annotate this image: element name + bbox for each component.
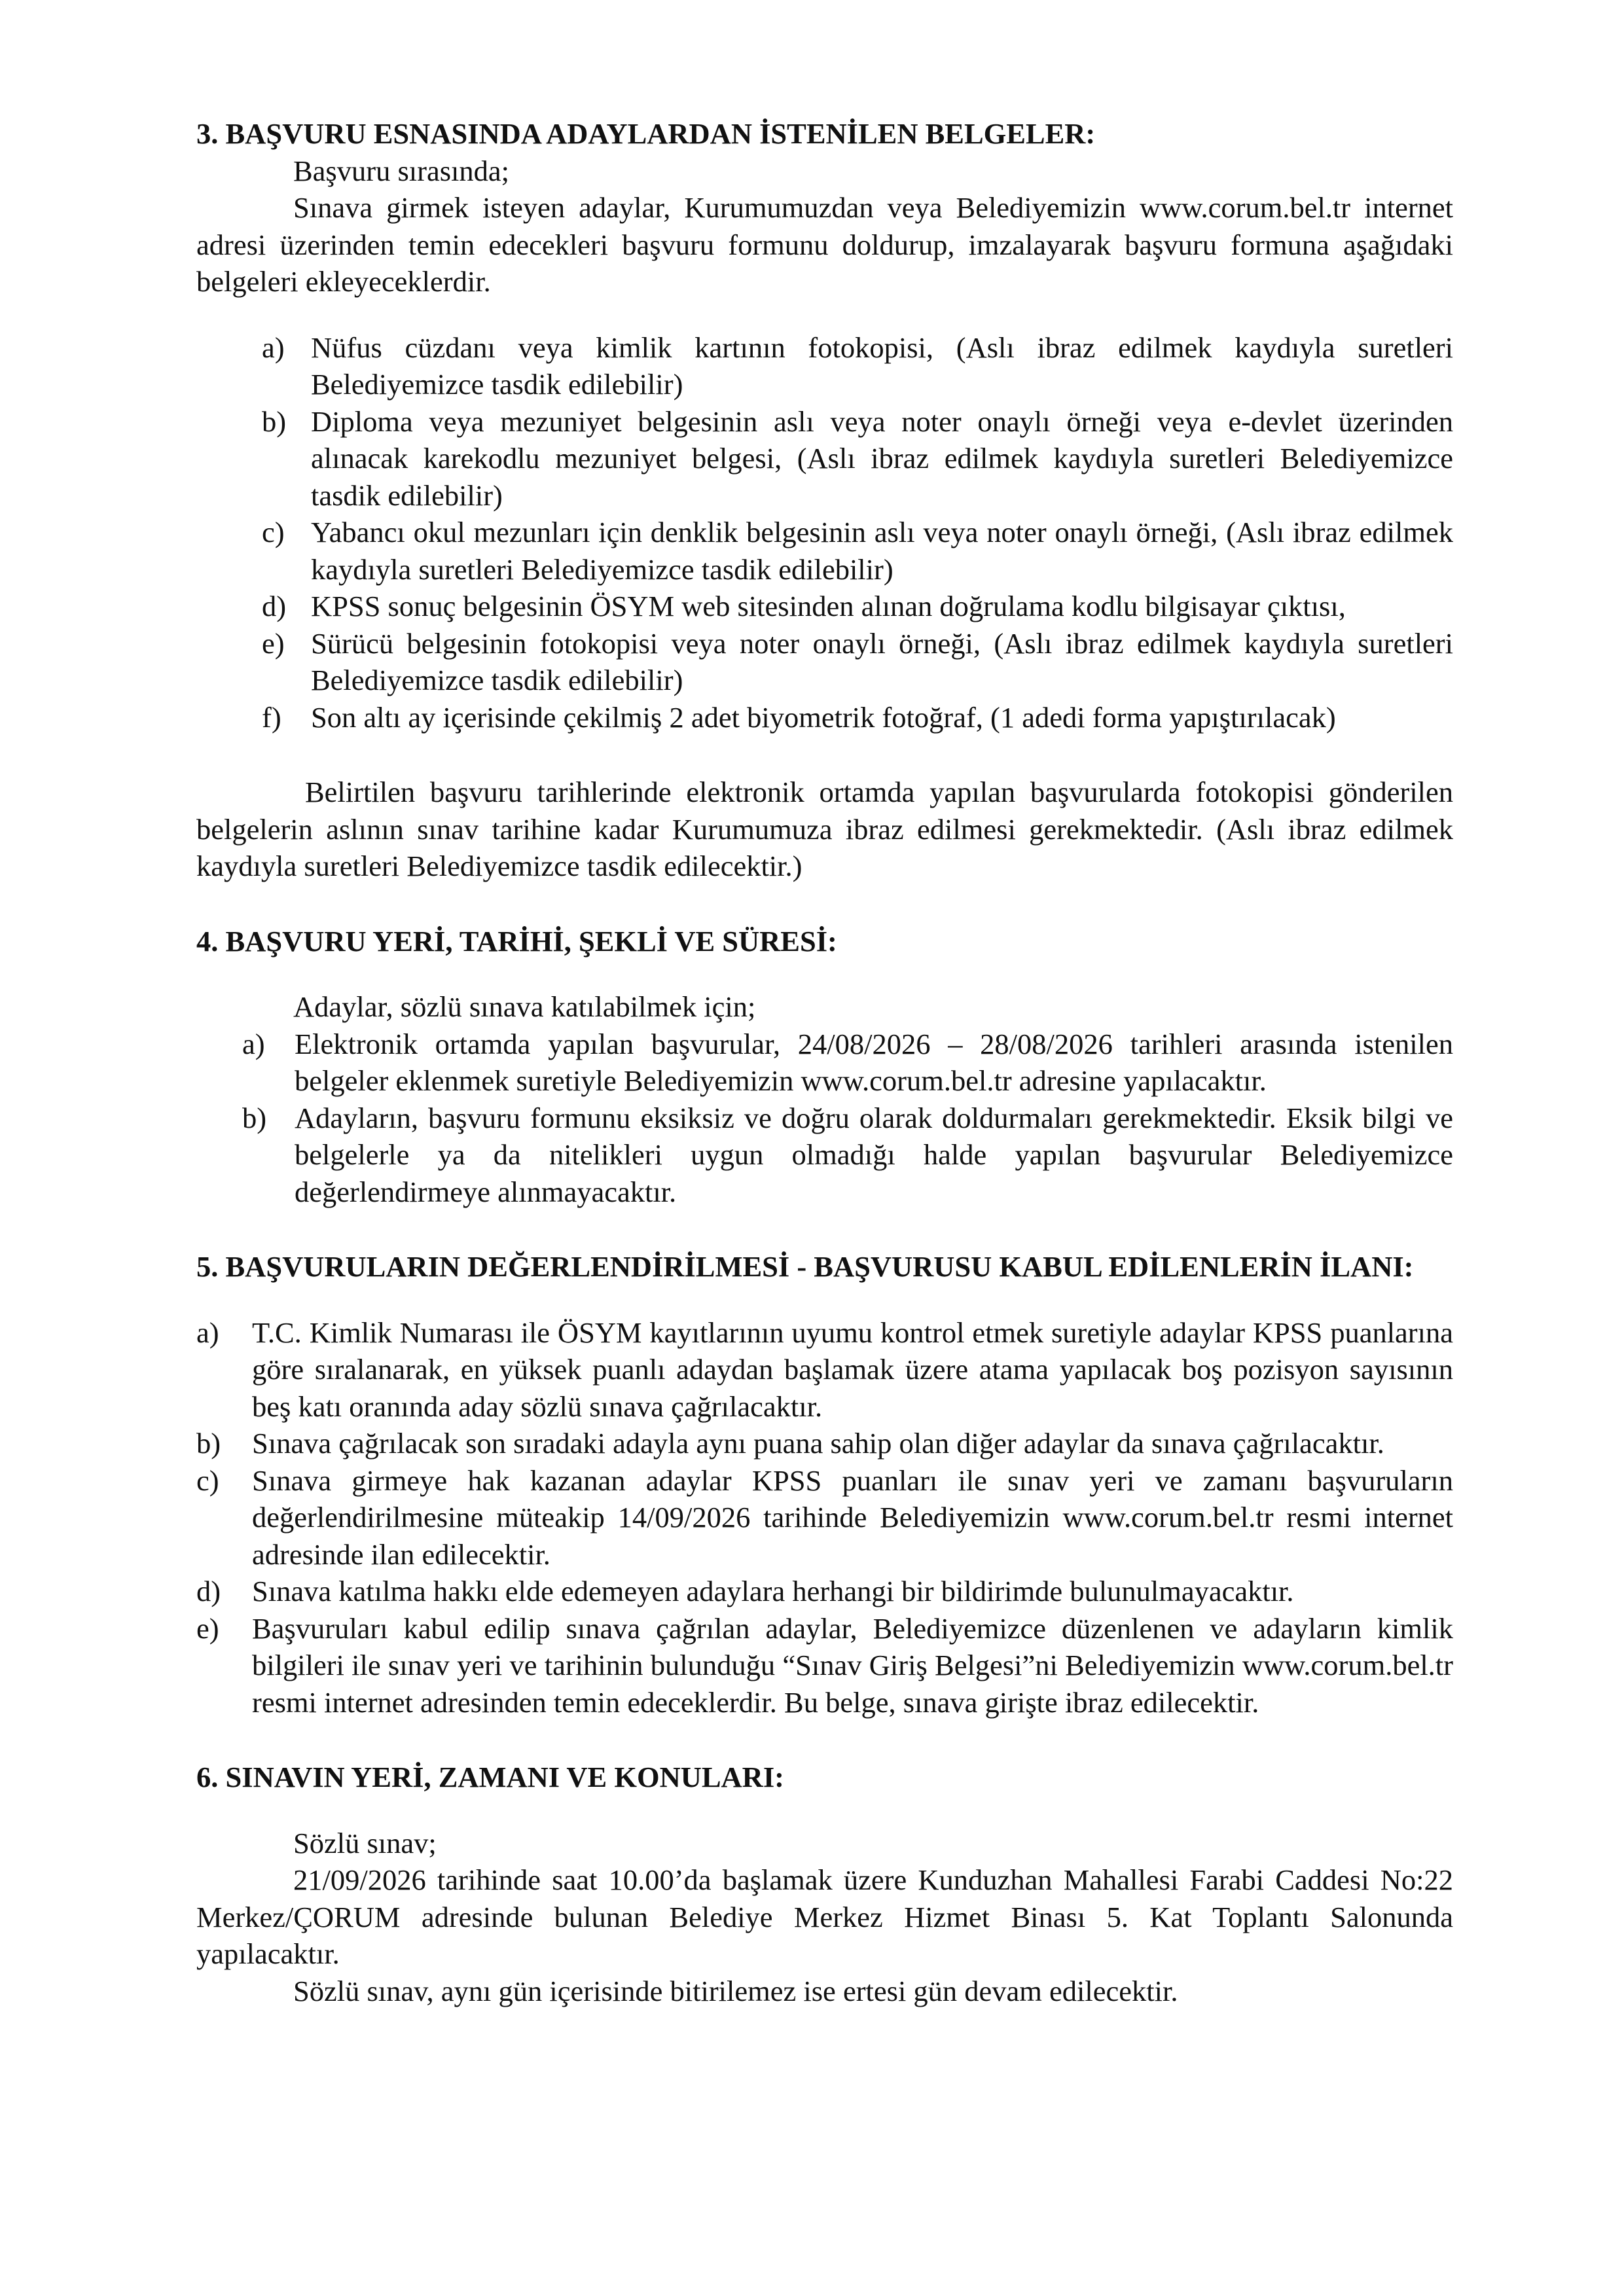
list-item-text: Nüfus cüzdanı veya kimlik kartının fotokopisi, (Aslı ibraz edilmek kaydıyla suretleri Belediyemizce tasdik edilebilir) [311,331,1453,401]
list-item-text: Elektronik ortamda yapılan başvurular, 24/08/2026 – 28/08/2026 tarihleri arasında istenilen belgeler eklenmek suretiyle Belediyemizin www.corum.bel.tr adresine yapılacaktır. [295,1027,1453,1097]
list-item-text: Diploma veya mezuniyet belgesinin aslı veya noter onaylı örneği veya e-devlet üzerinden alınacak karekodlu mezuniyet belgesi, (Aslı ibraz edilmek kaydıyla suretleri Belediyemizce tasdik edilebilir) [311,404,1453,512]
section-6-heading: 6. SINAVIN YERİ, ZAMANI VE KONULARI: [196,1761,784,1793]
list-item [196,1610,1453,1721]
list-item-text: T.C. Kimlik Numarası ile ÖSYM kayıtlarının uyumu kontrol etmek suretiyle adaylar KPSS puanlarına göre sıralanarak, en yüksek puanlı adaydan başlamak üzere atama yapılacak boş pozisyon sayısının beş katı oranında aday sözlü sınava çağrılacaktır. [252,1316,1453,1423]
list-item [196,588,1453,625]
section-3-heading: 3. BAŞVURU ESNASINDA ADAYLARDAN İSTENİLEN BELGELER: [196,117,1096,150]
list-item-text: KPSS sonuç belgesinin ÖSYM web sitesinden alınan doğrulama kodlu bilgisayar çıktısı, [311,590,1346,622]
list-marker: a) [242,1027,265,1060]
list-item-text: Son altı ay içerisinde çekilmiş 2 adet biyometrik fotoğraf, (1 adedi forma yapıştırılacak) [311,700,1336,734]
section-3 [196,115,1453,885]
section-3-closing: Belirtilen başvuru tarihlerinde elektronik ortamda yapılan başvurularda fotokopisi gönderilen belgelerin aslının sınav tarihine kadar Kurumumuza ibraz edilmesi gerekmektedir. (Aslı ibraz edilmek kaydıyla suretleri Belediyemizce tasdik edilecektir.) [196,776,1453,882]
list-item-text: Sınava çağrılacak son sıradaki adayla aynı puana sahip olan diğer adaylar da sınava çağrılacaktır. [252,1427,1384,1460]
section-5-evaluation-list [196,1314,1453,1721]
section-5-heading: 5. BAŞVURULARIN DEĞERLENDİRİLMESİ - BAŞVURUSU KABUL EDİLENLERİN İLANI: [196,1250,1414,1283]
list-item [196,1026,1453,1100]
list-item [196,1462,1453,1573]
document-page [196,115,1453,2009]
list-item [196,625,1453,699]
section-4-heading: 4. BAŞVURU YERİ, TARİHİ, ŞEKLİ VE SÜRESİ: [196,924,837,958]
section-4 [196,923,1453,1211]
list-item-text: Sınava katılma hakkı elde edemeyen adaylara herhangi bir bildirimde bulunulmayacaktır. [252,1575,1294,1607]
list-marker: a) [196,1316,219,1349]
list-item [196,1100,1453,1211]
list-item [196,699,1453,736]
list-item [196,403,1453,514]
list-marker: d) [196,1575,221,1607]
list-marker: f) [262,700,281,734]
section-3-intro: Başvuru sırasında; [293,154,509,187]
section-4-application-list [196,1026,1453,1211]
list-item [196,1425,1453,1462]
section-4-intro: Adaylar, sözlü sınava katılabilmek için; [293,990,756,1023]
list-marker: e) [262,626,285,660]
list-marker: c) [262,516,285,548]
list-marker: a) [262,331,285,364]
list-item [196,1573,1453,1610]
section-6-note: Sözlü sınav, aynı gün içerisinde bitirilemez ise ertesi gün devam edilecektir. [293,1974,1178,2007]
list-item [196,1314,1453,1426]
list-marker: e) [196,1611,219,1645]
list-item [196,329,1453,403]
list-marker: b) [196,1427,221,1460]
list-marker: d) [262,590,287,622]
list-marker: b) [242,1101,267,1134]
list-item-text: Sınava girmeye hak kazanan adaylar KPSS puanları ile sınav yeri ve zamanı başvuruların değerlendirilmesine müteakip 14/09/2026 tarihinde Belediyemizin www.corum.bel.tr resmi internet adresinde ilan edilecektir. [252,1463,1453,1571]
list-marker: c) [196,1463,219,1497]
section-5 [196,1248,1453,1721]
list-item-text: Başvuruları kabul edilip sınava çağrılan adaylar, Belediyemizce düzenlenen ve adayların kimlik bilgileri ile sınav yeri ve tarihinin bulunduğu “Sınav Giriş Belgesi”ni Belediyemizin www.corum.bel.tr resmi internet adresinden temin edeceklerdir. Bu belge, sınava girişte ibraz edilecektir. [252,1611,1453,1719]
list-item-text: Adayların, başvuru formunu eksiksiz ve doğru olarak doldurmaları gerekmektedir. Eksik bilgi ve belgelerle ya da nitelikleri uygun olmadığı halde yapılan başvurular Belediyemizce değerlendirmeye alınmayacaktır. [295,1101,1453,1208]
list-marker: b) [262,404,287,438]
section-3-document-list [196,329,1453,736]
section-6-intro: Sözlü sınav; [293,1826,437,1859]
section-6 [196,1759,1453,2009]
list-item [196,514,1453,588]
list-item-text: Sürücü belgesinin fotokopisi veya noter onaylı örneği, (Aslı ibraz edilmek kaydıyla suretleri Belediyemizce tasdik edilebilir) [311,626,1453,696]
list-item-text: Yabancı okul mezunları için denklik belgesinin aslı veya noter onaylı örneği, (Aslı ibraz edilmek kaydıyla suretleri Belediyemizce tasdik edilebilir) [311,516,1453,586]
section-3-paragraph: Sınava girmek isteyen adaylar, Kurumumuzdan veya Belediyemizin www.corum.bel.tr internet adresi üzerinden temin edecekleri başvuru formunu doldurup, imzalayarak başvuru formuna aşağıdaki belgeleri ekleyeceklerdir. [196,191,1453,298]
section-6-paragraph: 21/09/2026 tarihinde saat 10.00’da başlamak üzere Kunduzhan Mahallesi Farabi Caddesi No:22 Merkez/ÇORUM adresinde bulunan Belediye Merkez Hizmet Binası 5. Kat Toplantı Salonunda yapılacaktır. [196,1863,1453,1970]
